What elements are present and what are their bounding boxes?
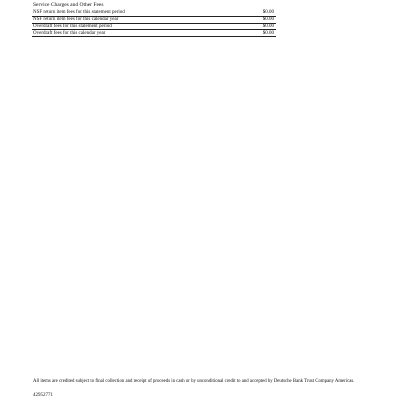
fee-amount: $0.00: [233, 30, 276, 37]
footer-disclaimer: All items are credited subject to final collection and receipt of proceeds in cash or by unconditional credit to and accepted by Deutsche Bank Trust Company Americas.: [33, 379, 355, 384]
fee-label: Overdraft fees for this statement period: [32, 23, 233, 30]
fee-amount: $0.00: [233, 16, 276, 23]
fee-label: NSF return item fees for this calendar year: [32, 16, 233, 23]
fee-amount: $0.00: [233, 10, 276, 16]
section-title: Service Charges and Other Fees: [33, 2, 104, 8]
fee-label: Overdraft fees for this calendar year: [32, 30, 233, 37]
fee-amount: $0.00: [233, 23, 276, 30]
fee-label: NSF return item fees for this statement period: [32, 10, 233, 16]
fees-table: [32, 10, 276, 37]
table-row: [32, 30, 276, 37]
table-row: [32, 23, 276, 30]
account-number: 42952771: [33, 393, 53, 398]
table-row: [32, 16, 276, 23]
